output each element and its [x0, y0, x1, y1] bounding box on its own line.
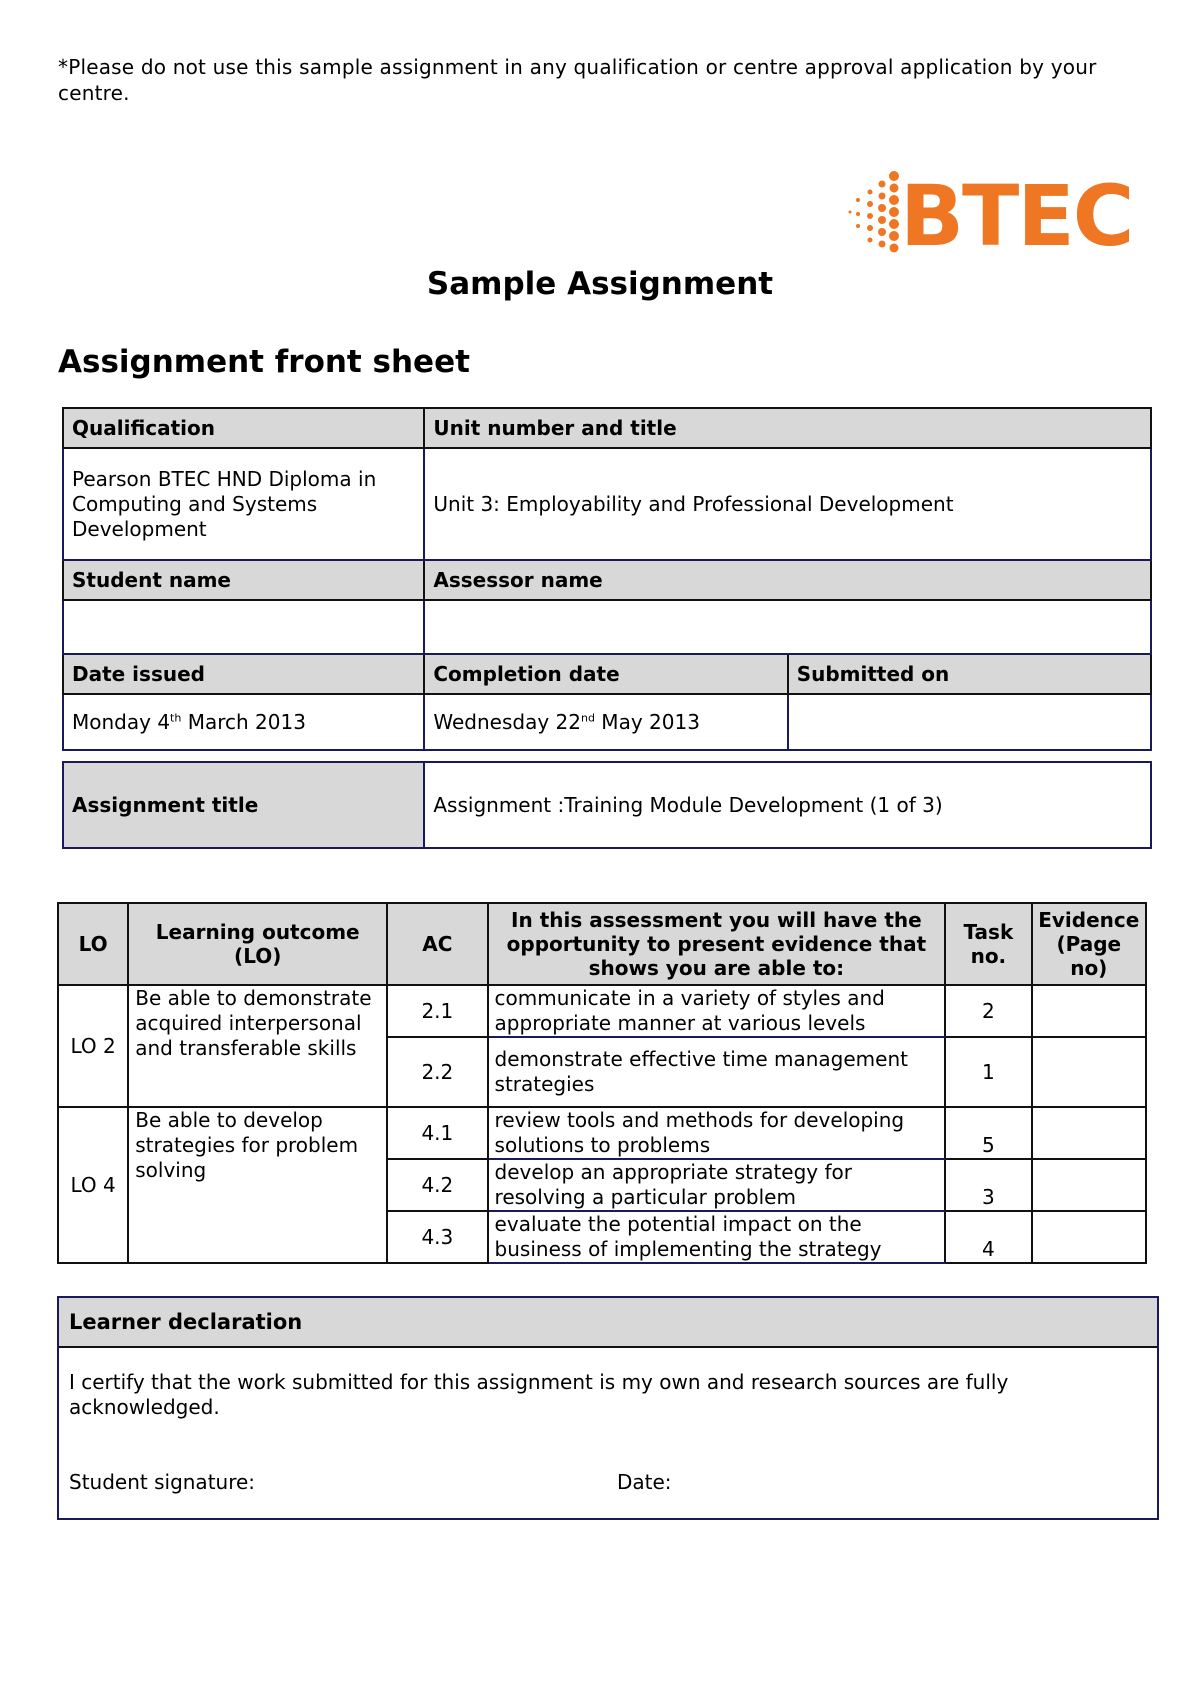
task-number: 1 — [945, 1037, 1031, 1107]
front-sheet-table — [62, 407, 1152, 849]
student-name-label: Student name — [63, 560, 424, 600]
assignment-title-label: Assignment title — [63, 762, 424, 848]
declaration-heading: Learner declaration — [59, 1298, 1157, 1348]
btec-wordmark: BTEC — [900, 167, 1133, 265]
task-header: Task no. — [945, 903, 1031, 985]
declaration-text: I certify that the work submitted for this assignment is my own and research sources are fully acknowledged. — [69, 1370, 1009, 1419]
lo-outcome: Be able to demonstrate acquired interpersonal and transferable skills — [128, 985, 387, 1107]
qualification-label: Qualification — [63, 408, 424, 448]
criterion-text: demonstrate effective time management strategies — [488, 1037, 946, 1107]
unit-value: Unit 3: Employability and Professional Development — [424, 448, 1151, 560]
lo-header: LO — [58, 903, 128, 985]
ac-code: 2.2 — [387, 1037, 487, 1107]
btec-logo — [846, 167, 1146, 270]
table-row — [58, 985, 1146, 1037]
evidence-page-field[interactable] — [1032, 985, 1146, 1037]
evidence-page-field[interactable] — [1032, 1037, 1146, 1107]
table-row — [58, 1107, 1146, 1159]
outcome-header: Learning outcome (LO) — [128, 903, 387, 985]
ac-header: AC — [387, 903, 487, 985]
submitted-on-label: Submitted on — [788, 654, 1151, 694]
sheet-title: Assignment front sheet — [58, 344, 470, 380]
date-issued-value — [63, 694, 424, 750]
lo-code: LO 4 — [58, 1107, 128, 1263]
evidence-page-field[interactable] — [1032, 1107, 1146, 1159]
opportunity-header: In this assessment you will have the opportunity to present evidence that shows you are able to: — [488, 903, 946, 985]
completion-date-value — [424, 694, 787, 750]
date-issued-day: Monday 4 — [72, 710, 171, 734]
student-signature-label[interactable]: Student signature: — [69, 1470, 256, 1494]
assignment-title-value: Assignment :Training Module Development (1 of 3) — [424, 762, 1151, 848]
document-title: Sample Assignment — [426, 266, 774, 302]
ac-code: 2.1 — [387, 985, 487, 1037]
assessor-name-label: Assessor name — [424, 560, 1151, 600]
task-number: 3 — [945, 1159, 1031, 1211]
criterion-text: develop an appropriate strategy for resolving a particular problem — [488, 1159, 946, 1211]
evidence-page-field[interactable] — [1032, 1211, 1146, 1263]
lo-outcome: Be able to develop strategies for problem solving — [128, 1107, 387, 1263]
ac-code: 4.3 — [387, 1211, 487, 1263]
usage-notice: *Please do not use this sample assignment in any qualification or centre approval application by your centre. — [58, 55, 1097, 105]
ac-code: 4.2 — [387, 1159, 487, 1211]
declaration-date-label[interactable]: Date: — [617, 1470, 672, 1494]
date-issued-rest: March 2013 — [181, 710, 306, 734]
learning-outcomes-table — [57, 902, 1147, 1264]
submitted-on-field[interactable] — [788, 694, 1151, 750]
qualification-value: Pearson BTEC HND Diploma in Computing and Systems Development — [63, 448, 424, 560]
evidence-page-field[interactable] — [1032, 1159, 1146, 1211]
task-number: 4 — [945, 1211, 1031, 1263]
ac-code: 4.1 — [387, 1107, 487, 1159]
criterion-text: communicate in a variety of styles and appropriate manner at various levels — [488, 985, 946, 1037]
unit-label: Unit number and title — [424, 408, 1151, 448]
assessor-name-field[interactable] — [424, 600, 1151, 654]
completion-rest: May 2013 — [594, 710, 700, 734]
completion-day: Wednesday 22 — [433, 710, 581, 734]
completion-suffix: nd — [580, 711, 595, 725]
evidence-header: Evidence (Page no) — [1032, 903, 1146, 985]
completion-date-label: Completion date — [424, 654, 787, 694]
date-issued-label: Date issued — [63, 654, 424, 694]
task-number: 5 — [945, 1107, 1031, 1159]
student-name-field[interactable] — [63, 600, 424, 654]
learner-declaration — [57, 1296, 1159, 1520]
lo-code: LO 2 — [58, 985, 128, 1107]
criterion-text: review tools and methods for developing solutions to problems — [488, 1107, 946, 1159]
date-issued-suffix: th — [170, 711, 182, 725]
task-number: 2 — [945, 985, 1031, 1037]
criterion-text: evaluate the potential impact on the business of implementing the strategy — [488, 1211, 946, 1263]
